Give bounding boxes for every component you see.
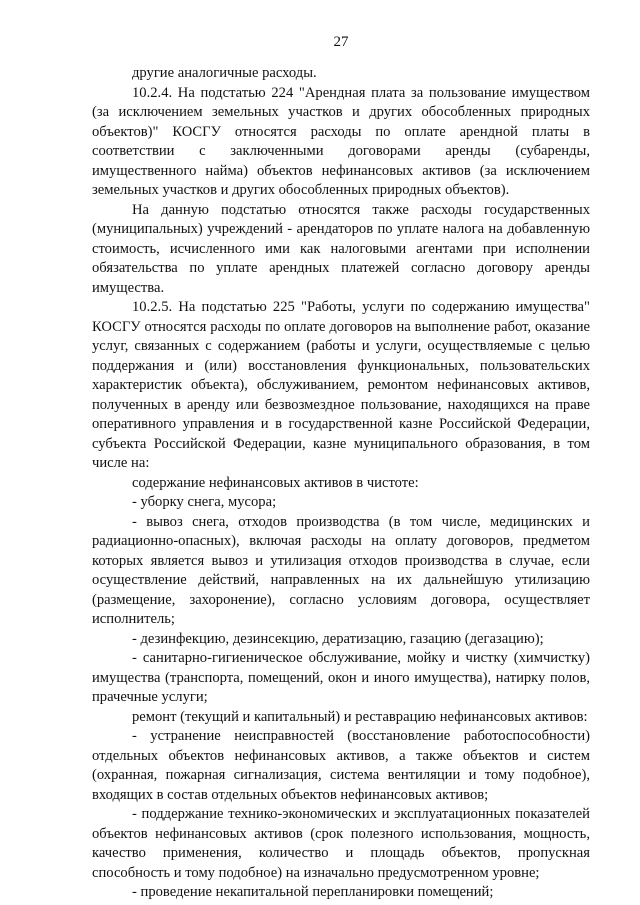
paragraph: 10.2.4. На подстатью 224 "Арендная плата за пользование имуществом (за исключением земельных участков и других обособленных природных объектов)" КОСГУ относятся расходы по оплате арендной платы в соответствии с заключенными договорами аренды (субаренды, имущественного найма) объектов нефинансовых активов (за исключением земельных участков и других обособленных природных объектов). (92, 84, 590, 198)
paragraph: - вывоз снега, отходов производства (в том числе, медицинских и радиационно-опасных), включая расходы на оплату договоров, предметом которых является вывоз и утилизация отходов производства в случае, если осуществление действий, направленных на их дальнейшую утилизацию (размещение, захоронение), согласно условиям договора, осуществляет исполнитель; (92, 513, 590, 627)
page-number: 27 (333, 34, 349, 50)
paragraph: - проведение некапитальной перепланировки помещений; (132, 884, 494, 900)
paragraph: - дезинфекцию, дезинсекцию, дератизацию, газацию (дегазацию); (132, 630, 544, 647)
paragraph: На данную подстатью относятся также расходы государственных (муниципальных) учреждений - арендаторов по уплате налога на добавленную стоимость, исчисленного ими как налоговыми агентами при исполнении обязательства по уплате арендных платежей согласно договору аренды имущества. (92, 201, 590, 296)
document-body (92, 64, 590, 903)
paragraph: 10.2.5. На подстатью 225 "Работы, услуги по содержанию имущества" КОСГУ относятся расходы по оплате договоров на выполнение работ, оказание услуг, связанных с содержанием (работы и услуги, осуществляемые с целью поддержания и (или) восстановления функциональных, пользовательских характеристик объекта), обслуживанием, ремонтом нефинансовых активов, полученных в аренду или безвозмездное пользование, находящихся на праве оперативного управления и в государственной казне Российской Федерации, субъекта Российской Федерации, казне муниципального образования, в том числе на: (92, 299, 590, 471)
paragraph: другие аналогичные расходы. (132, 65, 317, 81)
paragraph: - уборку снега, мусора; (132, 494, 277, 510)
paragraph: - санитарно-гигиеническое обслуживание, мойку и чистку (химчистку) имущества (транспорта, помещений, окон и иного имущества), натирку полов, прачечные услуги; (92, 650, 590, 705)
paragraph: содержание нефинансовых активов в чистоте: (132, 474, 419, 491)
paragraph: - поддержание технико-экономических и эксплуатационных показателей объектов нефинансовых активов (срок полезного использования, мощность, качество применения, количество и площадь объектов, пропускная способность и тому подобное) на изначально предусмотренном уровне; (92, 806, 590, 881)
paragraph: ремонт (текущий и капитальный) и реставрацию нефинансовых активов: (132, 708, 588, 725)
paragraph: - устранение неисправностей (восстановление работоспособности) отдельных объектов нефинансовых активов, а также объектов и систем (охранная, пожарная сигнализация, система вентиляции и тому подобное), входящих в состав отдельных объектов нефинансовых активов; (92, 728, 590, 803)
